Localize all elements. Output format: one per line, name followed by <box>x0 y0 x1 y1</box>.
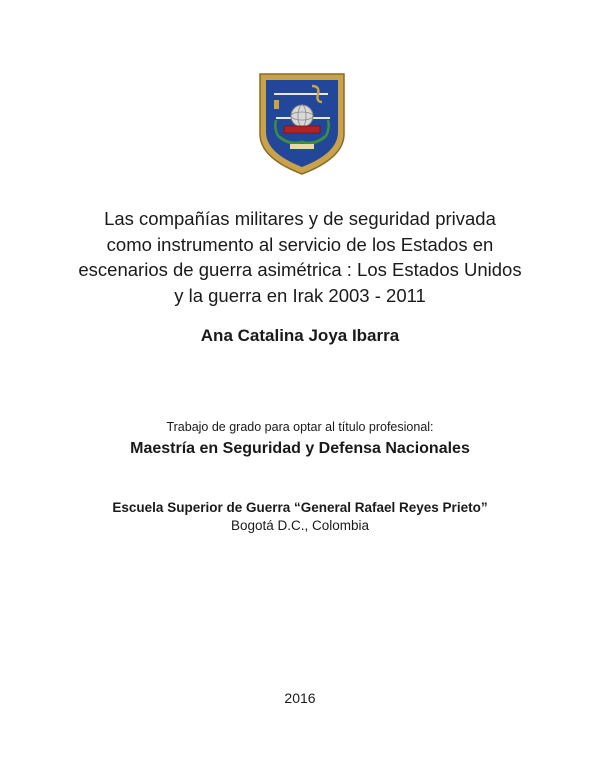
location: Bogotá D.C., Colombia <box>230 518 370 533</box>
institution-name: Escuela Superior de Guerra “General Rafael Reyes Prieto” <box>112 500 488 515</box>
author-name: Ana Catalina Joya Ibarra <box>200 326 400 345</box>
thesis-title <box>0 206 600 308</box>
title-line: y la guerra en Irak 2003 - 2011 <box>174 284 426 306</box>
title-line: escenarios de guerra asimétrica : Los Estados Unidos <box>78 259 522 280</box>
degree-name: Maestría en Seguridad y Defensa Nacionales <box>130 440 470 457</box>
title-line: como instrumento al servicio de los Estados en <box>106 233 494 255</box>
title-line: Las compañías militares y de seguridad privada <box>104 208 496 229</box>
degree-intro: Trabajo de grado para optar al título profesional: <box>166 420 434 434</box>
publication-year: 2016 <box>284 690 316 706</box>
institution-crest-icon <box>256 70 348 176</box>
